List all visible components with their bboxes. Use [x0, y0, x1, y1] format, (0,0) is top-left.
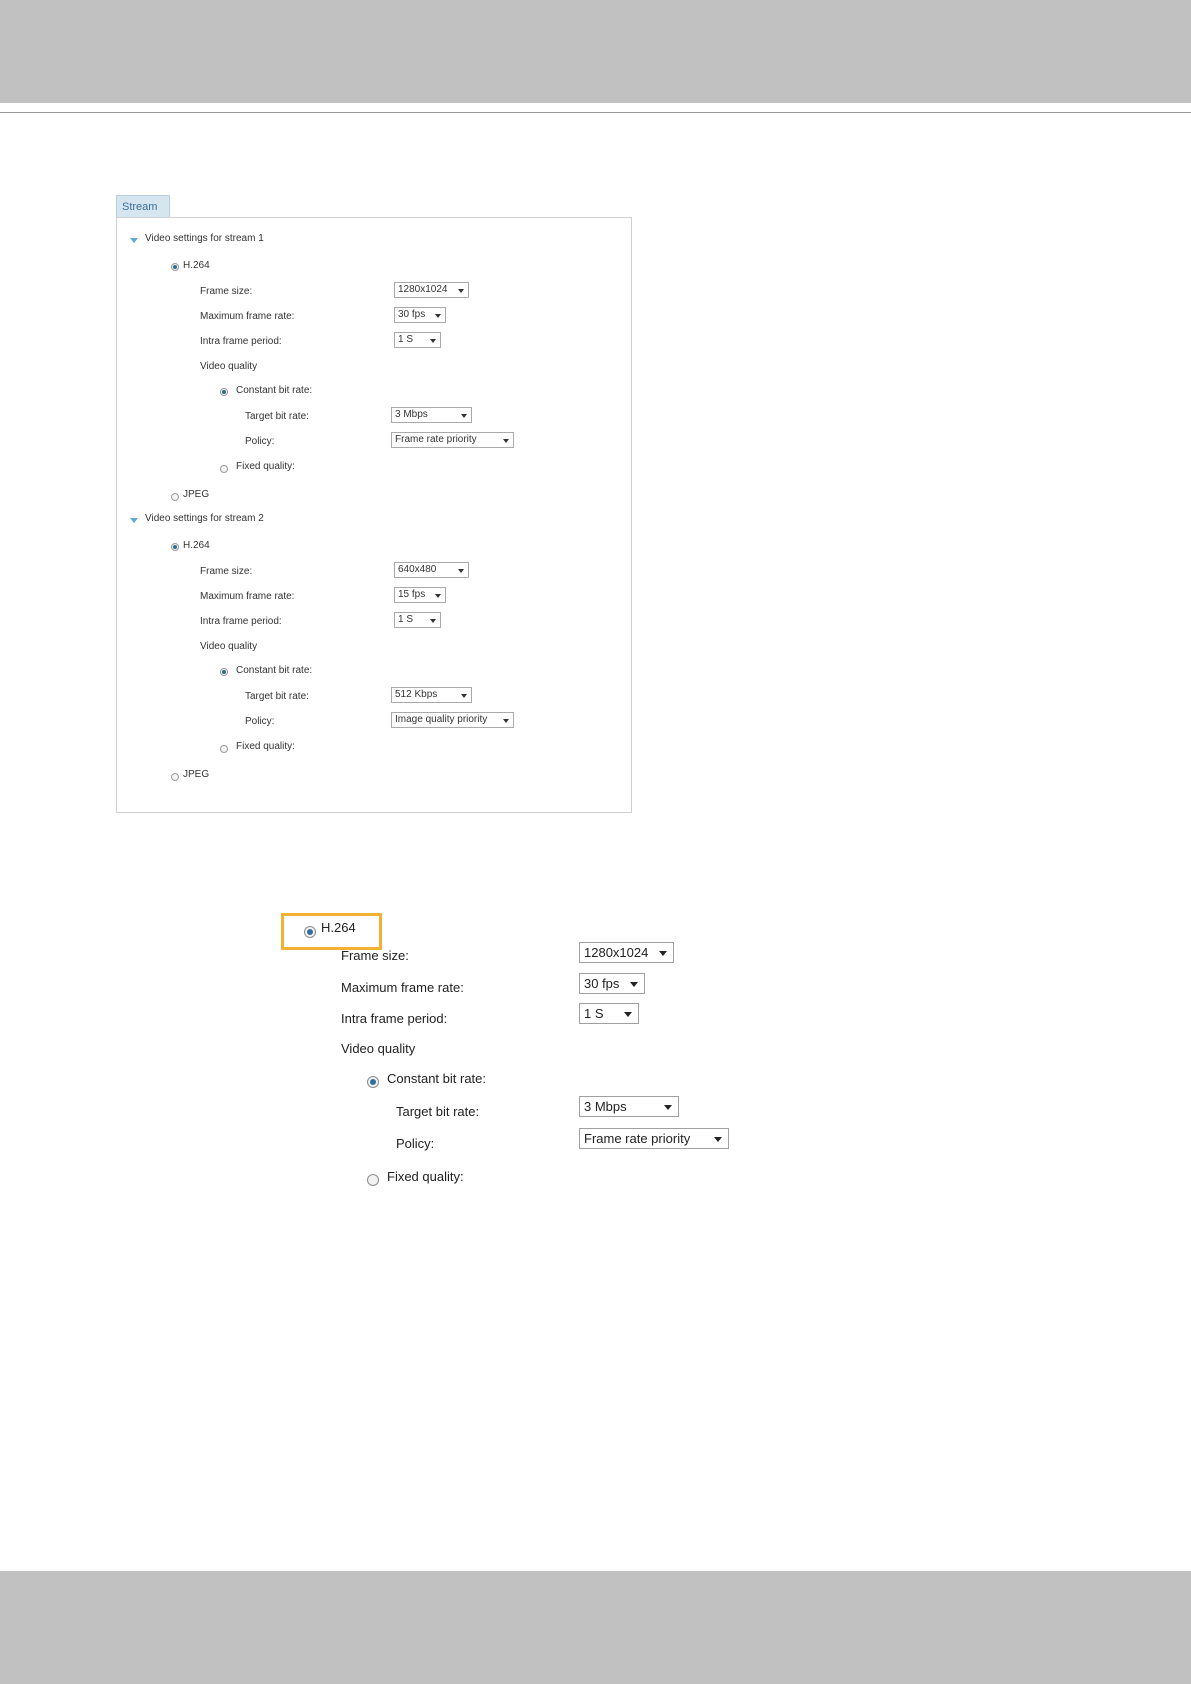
stream2-jpeg-radio[interactable] [171, 773, 179, 781]
stream2-fixed-quality-radio[interactable] [220, 745, 228, 753]
chevron-down-icon [461, 694, 467, 698]
stream1-max-frame-rate-label: Maximum frame rate: [200, 311, 295, 322]
chevron-down-icon [624, 1012, 632, 1017]
chevron-down-icon [458, 569, 464, 573]
stream1-cbr-label: Constant bit rate: [236, 385, 313, 396]
chevron-down-icon [461, 414, 467, 418]
stream1-jpeg-label: JPEG [183, 489, 210, 500]
stream1-target-bit-rate-select[interactable]: 3 Mbps [391, 407, 472, 423]
stream1-header[interactable]: Video settings for stream 1 [145, 233, 264, 244]
target-bit-rate-select[interactable]: 3 Mbps [579, 1096, 679, 1117]
stream2-intra-period-label: Intra frame period: [200, 616, 282, 627]
stream2-policy-select[interactable]: Image quality priority [391, 712, 514, 728]
stream2-target-bit-rate-label: Target bit rate: [245, 691, 309, 702]
policy-label: Policy: [396, 1136, 435, 1151]
stream-panel-body [116, 217, 632, 813]
stream1-h264-label: H.264 [183, 260, 210, 271]
frame-size-select[interactable]: 1280x1024 [579, 942, 674, 963]
cbr-label: Constant bit rate: [387, 1071, 486, 1086]
cbr-radio[interactable] [367, 1076, 379, 1088]
stream1-video-quality-label: Video quality [200, 361, 258, 372]
stream2-header[interactable]: Video settings for stream 2 [145, 513, 264, 524]
chevron-down-icon [430, 339, 436, 343]
stream2-max-frame-rate-select[interactable]: 15 fps [394, 587, 446, 603]
bottom-banner [0, 1571, 1191, 1684]
stream1-policy-select[interactable]: Frame rate priority [391, 432, 514, 448]
stream1-intra-period-label: Intra frame period: [200, 336, 282, 347]
stream-settings-panel [116, 195, 634, 813]
target-bit-rate-label: Target bit rate: [396, 1104, 480, 1119]
stream1-frame-size-label: Frame size: [200, 286, 253, 297]
stream2-h264-radio[interactable] [171, 543, 179, 551]
stream2-fixed-quality-label: Fixed quality: [236, 741, 295, 752]
stream2-jpeg-label: JPEG [183, 769, 210, 780]
stream2-max-frame-rate-label: Maximum frame rate: [200, 591, 295, 602]
fixed-quality-radio[interactable] [367, 1174, 379, 1186]
stream2-cbr-label: Constant bit rate: [236, 665, 313, 676]
chevron-down-icon [714, 1137, 722, 1142]
stream2-cbr-radio[interactable] [220, 668, 228, 676]
chevron-down-icon [435, 314, 441, 318]
stream1-policy-label: Policy: [245, 436, 275, 447]
tab-stream[interactable]: Stream [116, 195, 170, 217]
h264-label: H.264 [321, 920, 356, 935]
chevron-down-icon [630, 982, 638, 987]
intra-period-label: Intra frame period: [341, 1011, 448, 1026]
stream1-intra-period-select[interactable]: 1 S [394, 332, 441, 348]
stream1-target-bit-rate-label: Target bit rate: [245, 411, 309, 422]
stream2-target-bit-rate-select[interactable]: 512 Kbps [391, 687, 472, 703]
stream1-fixed-quality-radio[interactable] [220, 465, 228, 473]
stream2-intra-period-select[interactable]: 1 S [394, 612, 441, 628]
chevron-down-icon [458, 289, 464, 293]
h264-radio[interactable] [304, 926, 316, 938]
stream1-jpeg-radio[interactable] [171, 493, 179, 501]
stream2-h264-label: H.264 [183, 540, 210, 551]
header-rule [0, 112, 1191, 113]
stream1-cbr-radio[interactable] [220, 388, 228, 396]
max-frame-rate-label: Maximum frame rate: [341, 980, 464, 995]
stream1-frame-size-select[interactable]: 1280x1024 [394, 282, 469, 298]
chevron-down-icon [430, 619, 436, 623]
top-banner [0, 0, 1191, 103]
expand-arrow-icon[interactable] [130, 238, 138, 243]
chevron-down-icon [659, 951, 667, 956]
stream2-frame-size-label: Frame size: [200, 566, 253, 577]
stream1-max-frame-rate-select[interactable]: 30 fps [394, 307, 446, 323]
stream1-fixed-quality-label: Fixed quality: [236, 461, 295, 472]
expand-arrow-icon[interactable] [130, 518, 138, 523]
chevron-down-icon [664, 1105, 672, 1110]
chevron-down-icon [435, 594, 441, 598]
frame-size-label: Frame size: [341, 948, 409, 963]
stream2-frame-size-select[interactable]: 640x480 [394, 562, 469, 578]
intra-period-select[interactable]: 1 S [579, 1003, 639, 1024]
fixed-quality-label: Fixed quality: [387, 1169, 464, 1184]
stream1-h264-radio[interactable] [171, 263, 179, 271]
stream2-policy-label: Policy: [245, 716, 275, 727]
max-frame-rate-select[interactable]: 30 fps [579, 973, 645, 994]
chevron-down-icon [503, 439, 509, 443]
stream2-video-quality-label: Video quality [200, 641, 258, 652]
policy-select[interactable]: Frame rate priority [579, 1128, 729, 1149]
chevron-down-icon [503, 719, 509, 723]
video-quality-label: Video quality [341, 1041, 416, 1056]
